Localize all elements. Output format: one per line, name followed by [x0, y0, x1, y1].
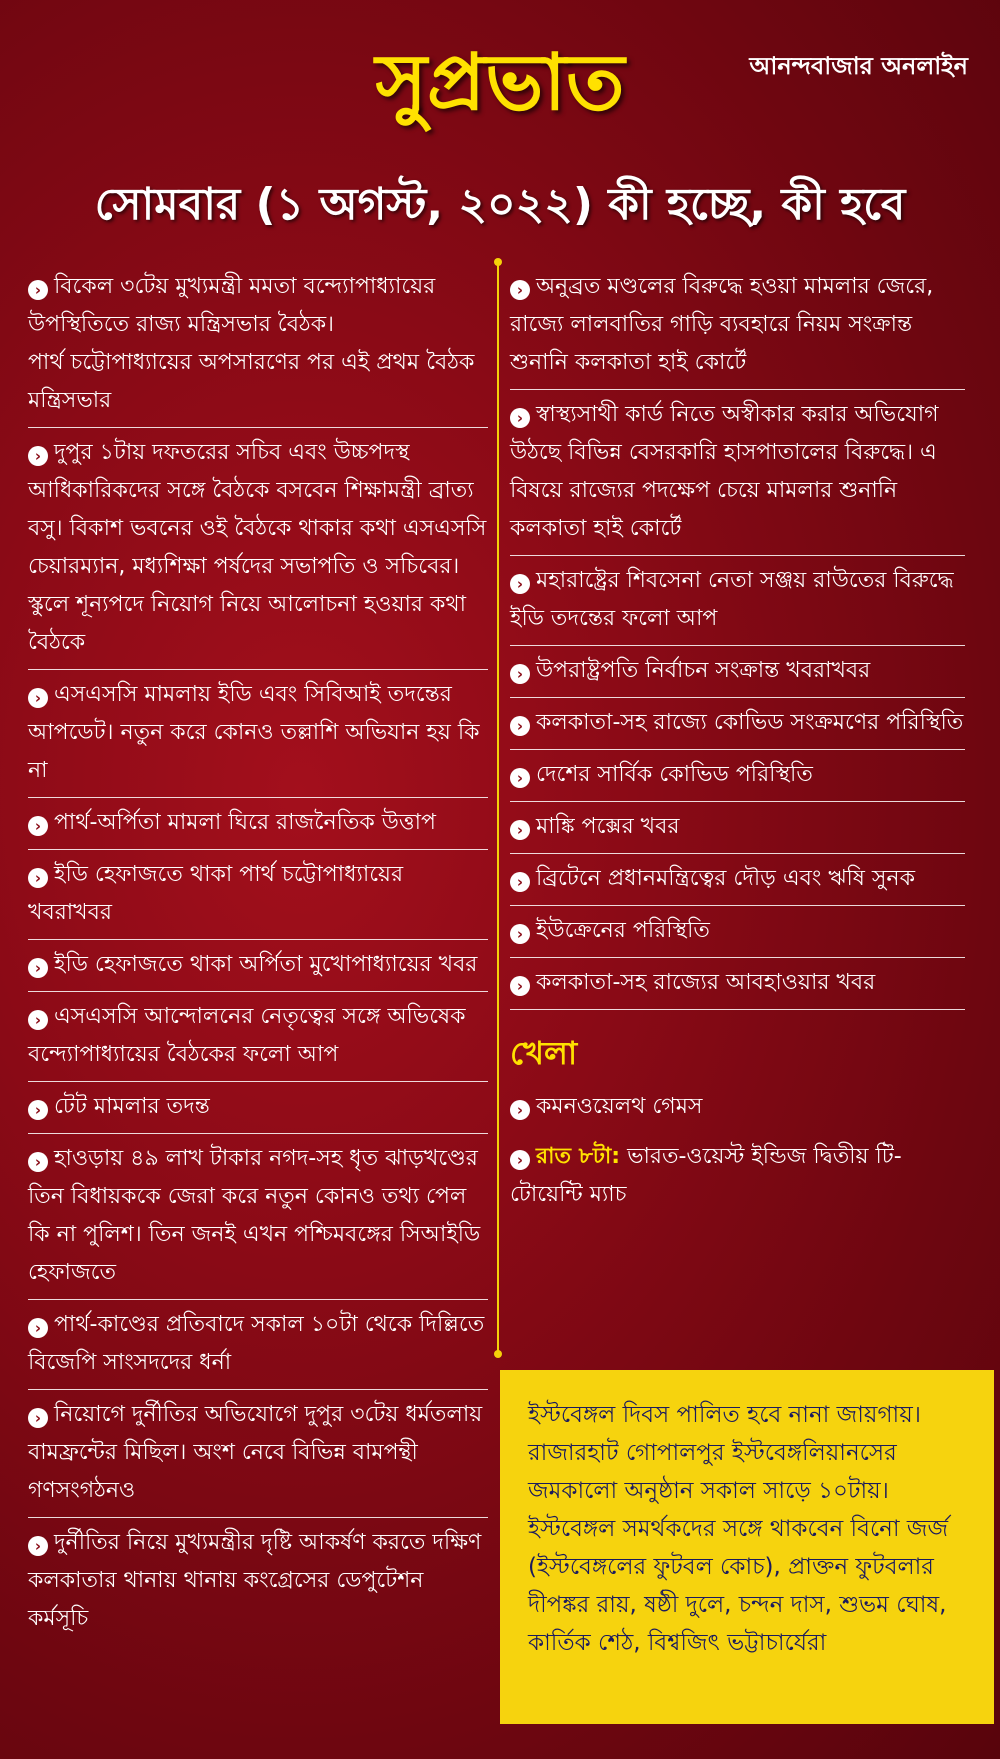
- chevron-right-icon: ›: [28, 280, 48, 300]
- chevron-right-icon: ›: [510, 768, 530, 788]
- sports-time: রাত ৮টা:: [536, 1144, 621, 1169]
- chevron-right-icon: ›: [510, 574, 530, 594]
- sports-item: › রাত ৮টা: ভারত-ওয়েস্ট ইন্ডিজ দ্বিতীয় টি-টোয়েন্টি ম্যাচ: [510, 1144, 902, 1207]
- list-item: › মহারাষ্ট্রের শিবসেনা নেতা সঞ্জয় রাউতের বিরুদ্ধে ইডি তদন্তের ফলো আপ: [510, 556, 965, 646]
- chevron-right-icon: ›: [510, 872, 530, 892]
- list-item: › দুর্নীতির নিয়ে মুখ্যমন্ত্রীর দৃষ্টি আকর্ষণ করতে দক্ষিণ কলকাতার থানায় থানায় কংগ্রেসের ডেপুটেশন কর্মসূচি: [28, 1530, 482, 1631]
- list-item: › বিকেল ৩টেয় মুখ্যমন্ত্রী মমতা বন্দ্যোপাধ্যায়ের উপস্থিতিতে রাজ্য মন্ত্রিসভার বৈঠক। পার্থ চট্টোপাধ্যায়ের অপসারণের পর এই প্রথম বৈঠক মন্ত্রিসভার: [28, 262, 488, 428]
- brand-logo-text: আনন্দবাজার অনলাইন: [749, 51, 968, 80]
- date-heading: সোমবার (১ অগস্ট, ২০২২) কী হচ্ছে, কী হবে: [94, 179, 906, 230]
- east-bengal-box: [500, 1370, 994, 1724]
- box-text: ইস্টবেঙ্গল দিবস পালিত হবে নানা জায়গায়। রাজারহাট গোপালপুর ইস্টবেঙ্গলিয়ানসের জমকালো অনুষ্ঠান সকাল সাড়ে ১০টায়। ইস্টবেঙ্গল সমর্থকদের সঙ্গে থাকবেন বিনো জর্জ (ইস্টবেঙ্গলের ফুটবল কোচ), প্রাক্তন ফুটবলার দীপঙ্কর রায়, ষষ্ঠী দুলে, চন্দন দাস, শুভম ঘোষ, কার্তিক শেঠ, বিশ্বজিৎ ভট্টাচার্যেরা: [528, 1402, 949, 1656]
- list-item: › এসএসসি আন্দোলনের নেতৃত্বের সঙ্গে অভিষেক বন্দ্যোপাধ্যায়ের বৈঠকের ফলো আপ: [28, 992, 488, 1082]
- chevron-right-icon: ›: [510, 976, 530, 996]
- list-item: › ইডি হেফাজতে থাকা অর্পিতা মুখোপাধ্যায়ের খবর: [28, 940, 488, 992]
- chevron-right-icon: ›: [510, 280, 530, 300]
- list-item: › উপরাষ্ট্রপতি নির্বাচন সংক্রান্ত খবরাখবর: [510, 646, 965, 698]
- chevron-right-icon: ›: [510, 408, 530, 428]
- chevron-right-icon: ›: [510, 924, 530, 944]
- chevron-right-icon: ›: [28, 816, 48, 836]
- sports-item: › কমনওয়েলথ গেমস: [510, 1088, 965, 1126]
- column-divider: [497, 262, 499, 1354]
- chevron-right-icon: ›: [28, 1318, 48, 1338]
- list-item: › স্বাস্থ্যসাথী কার্ড নিতে অস্বীকার করার অভিযোগ উঠছে বিভিন্ন বেসরকারি হাসপাতালের বিরুদ্ধে। এ বিষয়ে রাজ্যের পদক্ষেপ চেয়ে মামলার শুনানি কলকাতা হাই কোর্টে: [510, 390, 965, 556]
- chevron-right-icon: ›: [28, 1408, 48, 1428]
- list-item: › দেশের সার্বিক কোভিড পরিস্থিতি: [510, 750, 965, 802]
- chevron-right-icon: ›: [28, 868, 48, 888]
- list-item: › ইউক্রেনের পরিস্থিতি: [510, 906, 965, 958]
- list-item: › কলকাতা-সহ রাজ্যের আবহাওয়ার খবর: [510, 958, 965, 1010]
- chevron-right-icon: ›: [28, 1100, 48, 1120]
- list-item: › হাওড়ায় ৪৯ লাখ টাকার নগদ-সহ ধৃত ঝাড়খণ্ডের তিন বিধায়ককে জেরা করে নতুন কোনও তথ্য পেল কি না পুলিশ। তিন জনই এখন পশ্চিমবঙ্গের সিআইডি হেফাজতে: [28, 1134, 488, 1300]
- chevron-right-icon: ›: [510, 1100, 530, 1120]
- left-column: [28, 262, 488, 1645]
- chevron-right-icon: ›: [510, 716, 530, 736]
- sports-heading: খেলা: [510, 1034, 578, 1072]
- page-title: সুপ্রভাত: [375, 38, 625, 128]
- chevron-right-icon: ›: [28, 1010, 48, 1030]
- list-item: › কলকাতা-সহ রাজ্যে কোভিড সংক্রমণের পরিস্থিতি: [510, 698, 965, 750]
- chevron-right-icon: ›: [28, 446, 48, 466]
- right-column: [510, 262, 965, 1226]
- list-item: › এসএসসি মামলায় ইডি এবং সিবিআই তদন্তের আপডেট। নতুন করে কোনও তল্লাশি অভিযান হয় কি না: [28, 670, 488, 798]
- chevron-right-icon: ›: [28, 1536, 48, 1556]
- chevron-right-icon: ›: [510, 820, 530, 840]
- list-item: › ব্রিটেনে প্রধানমন্ত্রিত্বের দৌড় এবং ঋষি সুনক: [510, 854, 965, 906]
- list-item: › অনুব্রত মণ্ডলের বিরুদ্ধে হওয়া মামলার জেরে, রাজ্যে লালবাতির গাড়ি ব্যবহারে নিয়ম সংক্রান্ত শুনানি কলকাতা হাই কোর্টে: [510, 262, 965, 390]
- chevron-right-icon: ›: [28, 688, 48, 708]
- chevron-right-icon: ›: [510, 664, 530, 684]
- list-item: › দুপুর ১টায় দফতরের সচিব এবং উচ্চপদস্থ আধিকারিকদের সঙ্গে বৈঠকে বসবেন শিক্ষামন্ত্রী ব্রাত্য বসু। বিকাশ ভবনের ওই বৈঠকে থাকার কথা এসএসসি চেয়ারম্যান, মধ্যশিক্ষা পর্ষদের সভাপতি ও সচিবের। স্কুলে শূন্যপদে নিয়োগ নিয়ে আলোচনা হওয়ার কথা বৈঠকে: [28, 428, 488, 670]
- chevron-right-icon: ›: [28, 958, 48, 978]
- chevron-right-icon: ›: [28, 1152, 48, 1172]
- list-item: › ইডি হেফাজতে থাকা পার্থ চট্টোপাধ্যায়ের খবরাখবর: [28, 850, 488, 940]
- list-item: › টেট মামলার তদন্ত: [28, 1082, 488, 1134]
- list-item: › পার্থ-কাণ্ডের প্রতিবাদে সকাল ১০টা থেকে দিল্লিতে বিজেপি সাংসদদের ধর্না: [28, 1300, 488, 1390]
- list-item: › নিয়োগে দুর্নীতির অভিযোগে দুপুর ৩টেয় ধর্মতলায় বামফ্রন্টের মিছিল। অংশ নেবে বিভিন্ন বামপন্থী গণসংগঠনও: [28, 1390, 488, 1518]
- list-item: › পার্থ-অর্পিতা মামলা ঘিরে রাজনৈতিক উত্তাপ: [28, 798, 488, 850]
- list-item: › মাঙ্কি পক্সের খবর: [510, 802, 965, 854]
- chevron-right-icon: ›: [510, 1150, 530, 1170]
